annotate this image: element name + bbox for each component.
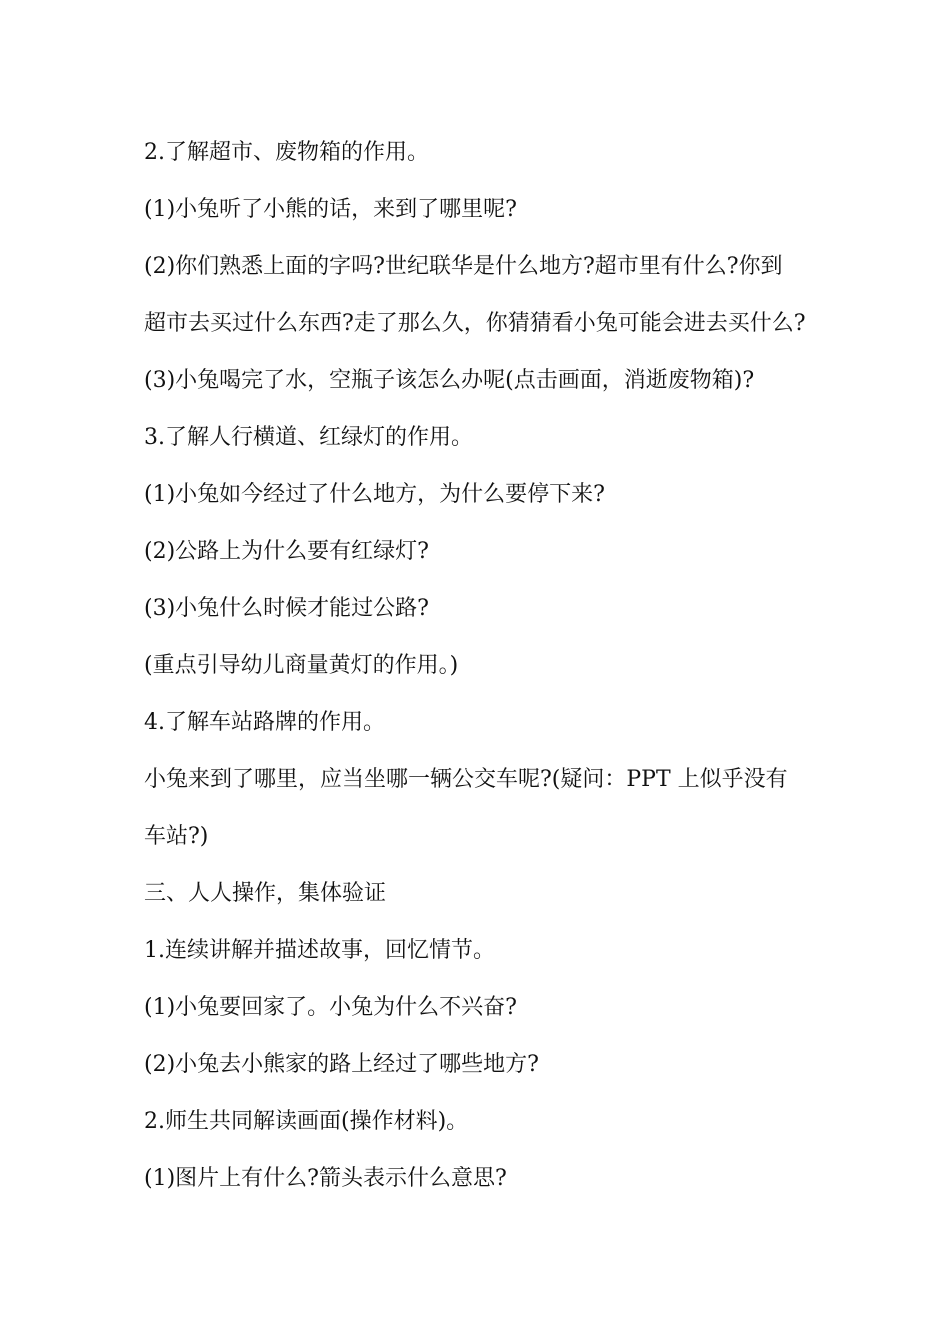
paragraph-line: 车站?)	[144, 824, 209, 849]
paragraph-line: 小兔来到了哪里，应当坐哪一辆公交车呢?(疑问：PPT 上似乎没有	[144, 767, 788, 792]
section-heading-picture-reading: 2.师生共同解读画面(操作材料)。	[144, 1109, 469, 1134]
paragraph-line: 超市去买过什么东西?走了那么久，你猜猜看小兔可能会进去买什么?	[144, 311, 806, 336]
section-heading-supermarket: 2.了解超市、废物箱的作用。	[144, 140, 429, 165]
paragraph-line: (3)小兔喝完了水，空瓶子该怎么办呢(点击画面，消逝废物箱)?	[144, 368, 755, 393]
paragraph-line: (2)公路上为什么要有红绿灯?	[144, 539, 429, 564]
paragraph-line: (2)你们熟悉上面的字吗?世纪联华是什么地方?超市里有什么?你到	[144, 254, 783, 279]
section-heading-crosswalk: 3.了解人行横道、红绿灯的作用。	[144, 425, 473, 450]
paragraph-line: (1)小兔要回家了。小兔为什么不兴奋?	[144, 995, 517, 1020]
paragraph-line: (1)小兔听了小熊的话，来到了哪里呢?	[144, 197, 517, 222]
paragraph-line: (2)小兔去小熊家的路上经过了哪些地方?	[144, 1052, 539, 1077]
paragraph-line: (重点引导幼儿商量黄灯的作用。)	[144, 653, 459, 678]
section-heading-bus-stop: 4.了解车站路牌的作用。	[144, 710, 385, 735]
part-heading-operation: 三、人人操作，集体验证	[144, 881, 387, 906]
paragraph-line: (1)小兔如今经过了什么地方，为什么要停下来?	[144, 482, 605, 507]
document-body	[144, 131, 824, 1214]
section-heading-story-recall: 1.连续讲解并描述故事，回忆情节。	[144, 938, 495, 963]
paragraph-line: (3)小兔什么时候才能过公路?	[144, 596, 429, 621]
paragraph-line: (1)图片上有什么?箭头表示什么意思?	[144, 1166, 507, 1191]
